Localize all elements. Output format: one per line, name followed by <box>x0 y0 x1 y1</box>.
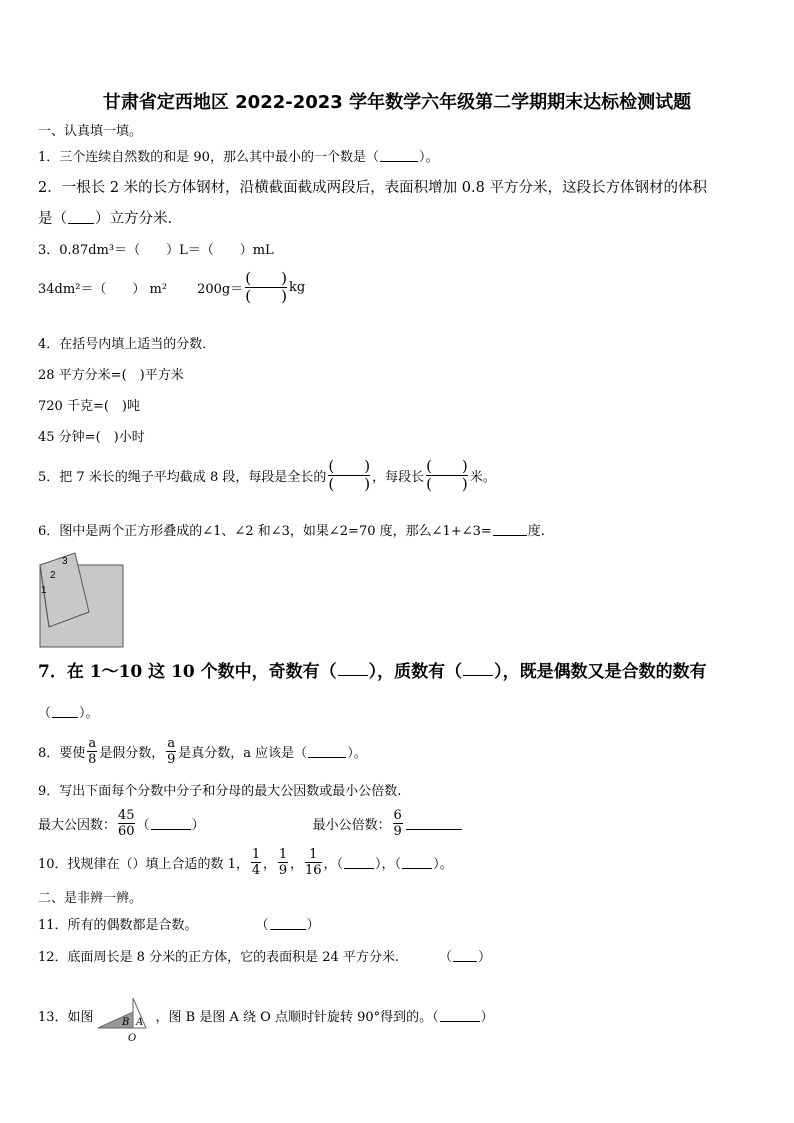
answer-blank[interactable] <box>402 856 432 869</box>
q8-c: 是真分数，a 应该是（ <box>178 746 308 761</box>
svg-text:B: B <box>121 1017 129 1028</box>
page-title: 甘肃省定西地区 2022-2023 学年数学六年级第二学期期末达标检测试题 <box>102 92 692 113</box>
squares-figure <box>38 548 128 650</box>
fraction-blank[interactable]: ( ) ( ) <box>426 457 468 493</box>
question-3: 3．0.87dm³＝（ ）L＝（ ）mL <box>38 243 274 258</box>
q13-b: ，图 B 是图 A 绕 O 点顺时针旋转 90°得到的。（ <box>155 1009 439 1025</box>
fraction: 6 9 <box>393 808 402 839</box>
question-2-cont <box>38 207 172 228</box>
fraction-blank[interactable]: ( ) ( ) <box>328 457 371 493</box>
q2-text-c: ）立方分米. <box>95 211 173 227</box>
angle-label: 1 <box>41 585 47 596</box>
q8-d: ）。 <box>347 746 367 761</box>
question-10: 10．找规律在（）填上合适的数 1， 1 4 ， 1 9 ， 1 16 ，（ ），（ ）。 <box>38 847 453 878</box>
fraction: 1 4 <box>251 847 261 878</box>
answer-blank[interactable] <box>308 745 346 758</box>
question-7 <box>38 657 707 682</box>
question-1 <box>38 146 438 165</box>
q4-item: 28 平方分米=( )平方米 <box>38 368 184 383</box>
q7-b: ），质数有（ <box>368 662 463 682</box>
question-9: 9．写出下面每个分数中分子和分母的最大公因数或最小公倍数. <box>38 784 402 799</box>
svg-text:O: O <box>127 1033 136 1044</box>
answer-blank[interactable] <box>463 663 493 676</box>
answer-blank[interactable] <box>493 523 527 536</box>
fraction: 1 9 <box>278 847 288 878</box>
answer-blank[interactable] <box>406 817 462 830</box>
section-heading-1: 一、认真填一填。 <box>38 124 143 139</box>
question-5 <box>38 458 496 493</box>
answer-blank[interactable] <box>52 705 78 718</box>
q4-item: 45 分钟=( )小时 <box>38 430 145 445</box>
question-11: 11．所有的偶数都是合数。 （ ） <box>38 914 320 933</box>
question-3-line2 <box>38 270 305 305</box>
angle-label: 3 <box>62 556 68 567</box>
svg-text:A: A <box>135 1017 143 1028</box>
answer-blank[interactable] <box>68 211 94 224</box>
q3-c: kg <box>288 280 306 295</box>
q1-end: ）。 <box>418 150 439 165</box>
answer-blank[interactable] <box>380 149 418 162</box>
fraction: a 8 <box>88 736 97 767</box>
question-7-cont <box>38 702 99 721</box>
q13-a: 13．如图 <box>38 1009 94 1025</box>
question-13: 13．如图 B A O ，图 B 是图 A 绕 O 点顺时针旋转 90°得到的。（ ） <box>38 992 494 1038</box>
q6-b: 度. <box>527 524 545 539</box>
answer-blank[interactable] <box>344 856 374 869</box>
q11-text: 11．所有的偶数都是合数。 <box>38 918 198 933</box>
q8-b: 是假分数， <box>99 746 165 761</box>
q3-a: 34dm²＝（ ） m² <box>38 282 168 297</box>
rotation-figure <box>96 998 154 1044</box>
angle-label: 2 <box>50 570 56 581</box>
q10-a: 10．找规律在（）填上合适的数 1， <box>38 857 249 872</box>
question-9-items: 最大公因数： 45 60 （ ） 最小公倍数： 6 9 <box>38 808 463 839</box>
q4-item: 720 千克=( )吨 <box>38 399 140 414</box>
answer-blank[interactable] <box>270 917 306 930</box>
q7-c: ），既是偶数又是合数的数有 <box>494 662 707 682</box>
q6-a: 6．图中是两个正方形叠成的∠1、∠2 和∠3，如果∠2=70 度，那么∠1+∠3= <box>38 524 492 539</box>
section-heading-2: 二、是非辨一辨。 <box>38 891 143 906</box>
answer-blank[interactable] <box>151 817 191 830</box>
question-12: 12．底面周长是 8 分米的正方体，它的表面积是 24 平方分米. （ ） <box>38 946 491 965</box>
q5-a: 5．把 7 米长的绳子平均截成 8 段，每段是全长的 <box>38 470 327 485</box>
q2-text: 2．一根长 2 米的长方体钢材，沿横截面截成两段后，表面积增加 0.8 平方分米，这段长方体钢材的体积 <box>38 180 707 196</box>
fraction: a 9 <box>167 736 176 767</box>
answer-blank[interactable] <box>338 663 368 676</box>
fraction-blank[interactable]: ( ) ( ) <box>245 269 287 305</box>
q5-b: ，每段长 <box>372 470 425 485</box>
q8-a: 8．要使 <box>38 746 86 761</box>
question-8 <box>38 736 367 767</box>
fraction: 1 16 <box>304 847 322 878</box>
question-2 <box>38 176 707 197</box>
lcm-label: 最小公倍数： <box>312 818 391 833</box>
question-6 <box>38 520 545 539</box>
gcd-label: 最大公因数： <box>38 818 117 833</box>
q7-e: ）。 <box>79 706 99 721</box>
q12-text: 12．底面周长是 8 分米的正方体，它的表面积是 24 平方分米. <box>38 950 400 965</box>
q3-b: 200g＝ <box>197 282 244 297</box>
q5-c: 米。 <box>469 470 496 485</box>
fraction: 45 60 <box>118 808 135 839</box>
q2-text-b: 是（ <box>38 211 67 227</box>
q7-d: （ <box>38 706 52 721</box>
q7-a: 7．在 1～10 这 10 个数中，奇数有（ <box>38 662 337 682</box>
question-4: 4．在括号内填上适当的分数． <box>38 337 216 352</box>
answer-blank[interactable] <box>453 949 477 962</box>
q1-text: 1．三个连续自然数的和是 90，那么其中最小的一个数是（ <box>38 150 379 165</box>
answer-blank[interactable] <box>440 1009 480 1022</box>
